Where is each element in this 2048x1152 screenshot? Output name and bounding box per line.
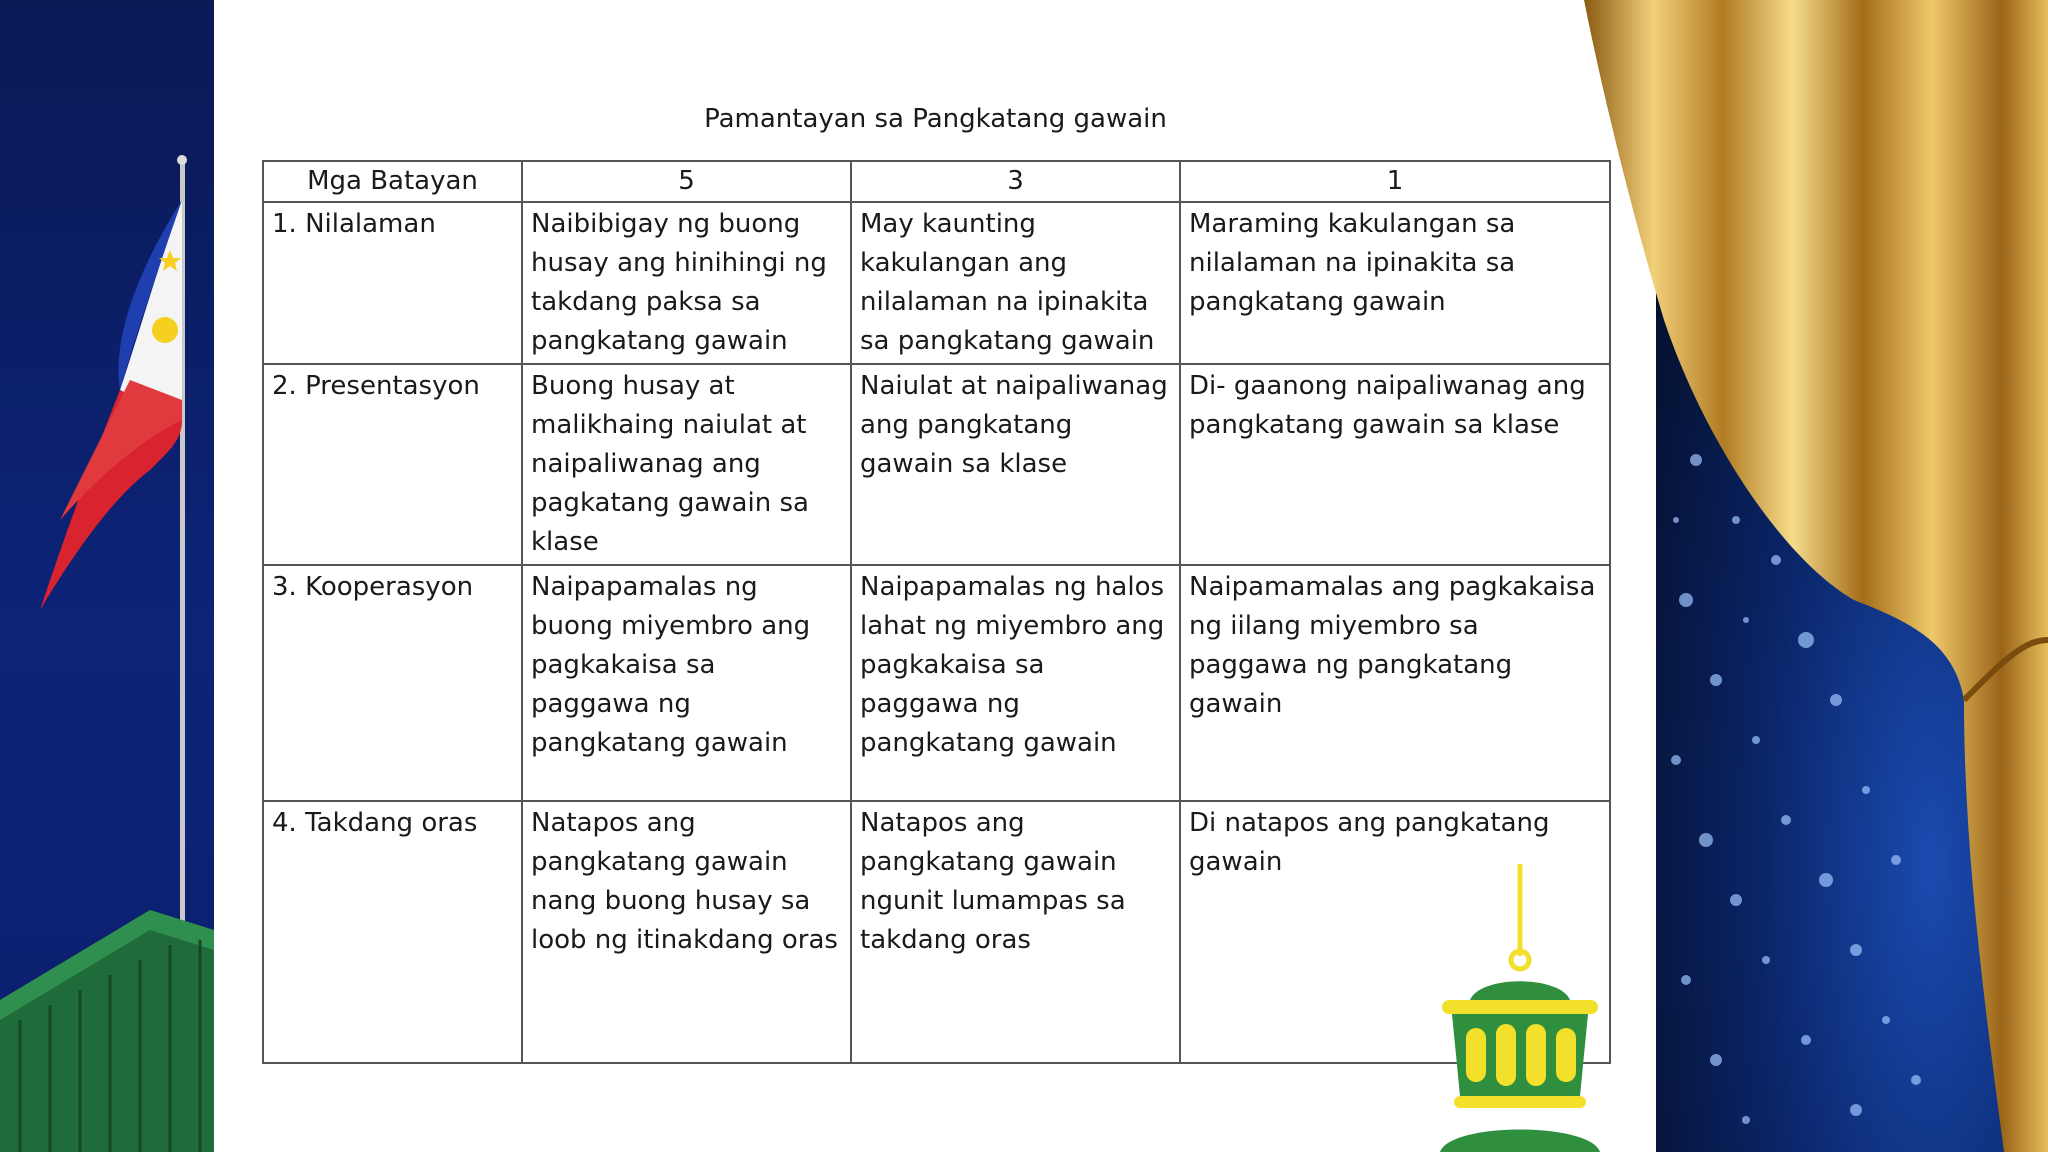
score-1-cell: Maraming kakulangan sa nilalaman na ipinakita sa pangkatang gawain <box>1180 202 1610 364</box>
score-3-cell: May kaunting kakulangan ang nilalaman na ipinakita sa pangkatang gawain <box>851 202 1180 364</box>
lantern-icon <box>1430 860 1610 1152</box>
score-1-cell: Di- gaanong naipaliwanag ang pangkatang gawain sa klase <box>1180 364 1610 565</box>
gold-curtain <box>1584 0 2048 1152</box>
rubric-title: Pamantayan sa Pangkatang gawain <box>704 104 1167 134</box>
header-score-3: 3 <box>851 161 1180 202</box>
criterion-cell: 4. Takdang oras <box>263 801 522 1063</box>
score-5-cell: Natapos ang pangkatang gawain nang buong husay sa loob ng itinakdang oras <box>522 801 851 1063</box>
score-1-cell: Di natapos ang pangkatang gawain <box>1180 801 1610 1063</box>
score-3-cell: Naiulat at naipaliwanag ang pangkatang gawain sa klase <box>851 364 1180 565</box>
table-row <box>263 801 1610 1063</box>
rubric-table <box>262 160 1611 1064</box>
header-criteria: Mga Batayan <box>263 161 522 202</box>
score-5-cell: Naipapamalas ng buong miyembro ang pagkakaisa sa paggawa ng pangkatang gawain <box>522 565 851 801</box>
green-roof-building <box>0 910 214 1152</box>
table-row <box>263 565 1610 801</box>
criterion-cell: 1. Nilalaman <box>263 202 522 364</box>
header-score-5: 5 <box>522 161 851 202</box>
score-1-cell: Naipamamalas ang pagkakaisa ng iilang miyembro sa paggawa ng pangkatang gawain <box>1180 565 1610 801</box>
header-score-1: 1 <box>1180 161 1610 202</box>
score-3-cell: Natapos ang pangkatang gawain ngunit lumampas sa takdang oras <box>851 801 1180 1063</box>
table-row <box>263 202 1610 364</box>
table-row <box>263 364 1610 565</box>
score-5-cell: Buong husay at malikhaing naiulat at naipaliwanag ang pagkatang gawain sa klase <box>522 364 851 565</box>
criterion-cell: 2. Presentasyon <box>263 364 522 565</box>
score-3-cell: Naipapamalas ng halos lahat ng miyembro ang pagkakaisa sa paggawa ng pangkatang gawain <box>851 565 1180 801</box>
score-5-cell: Naibibigay ng buong husay ang hinihingi ng takdang paksa sa pangkatang gawain <box>522 202 851 364</box>
flag-sun-icon <box>152 317 178 343</box>
criterion-cell: 3. Kooperasyon <box>263 565 522 801</box>
table-header-row <box>263 161 1610 202</box>
left-background-panel <box>0 0 214 1152</box>
